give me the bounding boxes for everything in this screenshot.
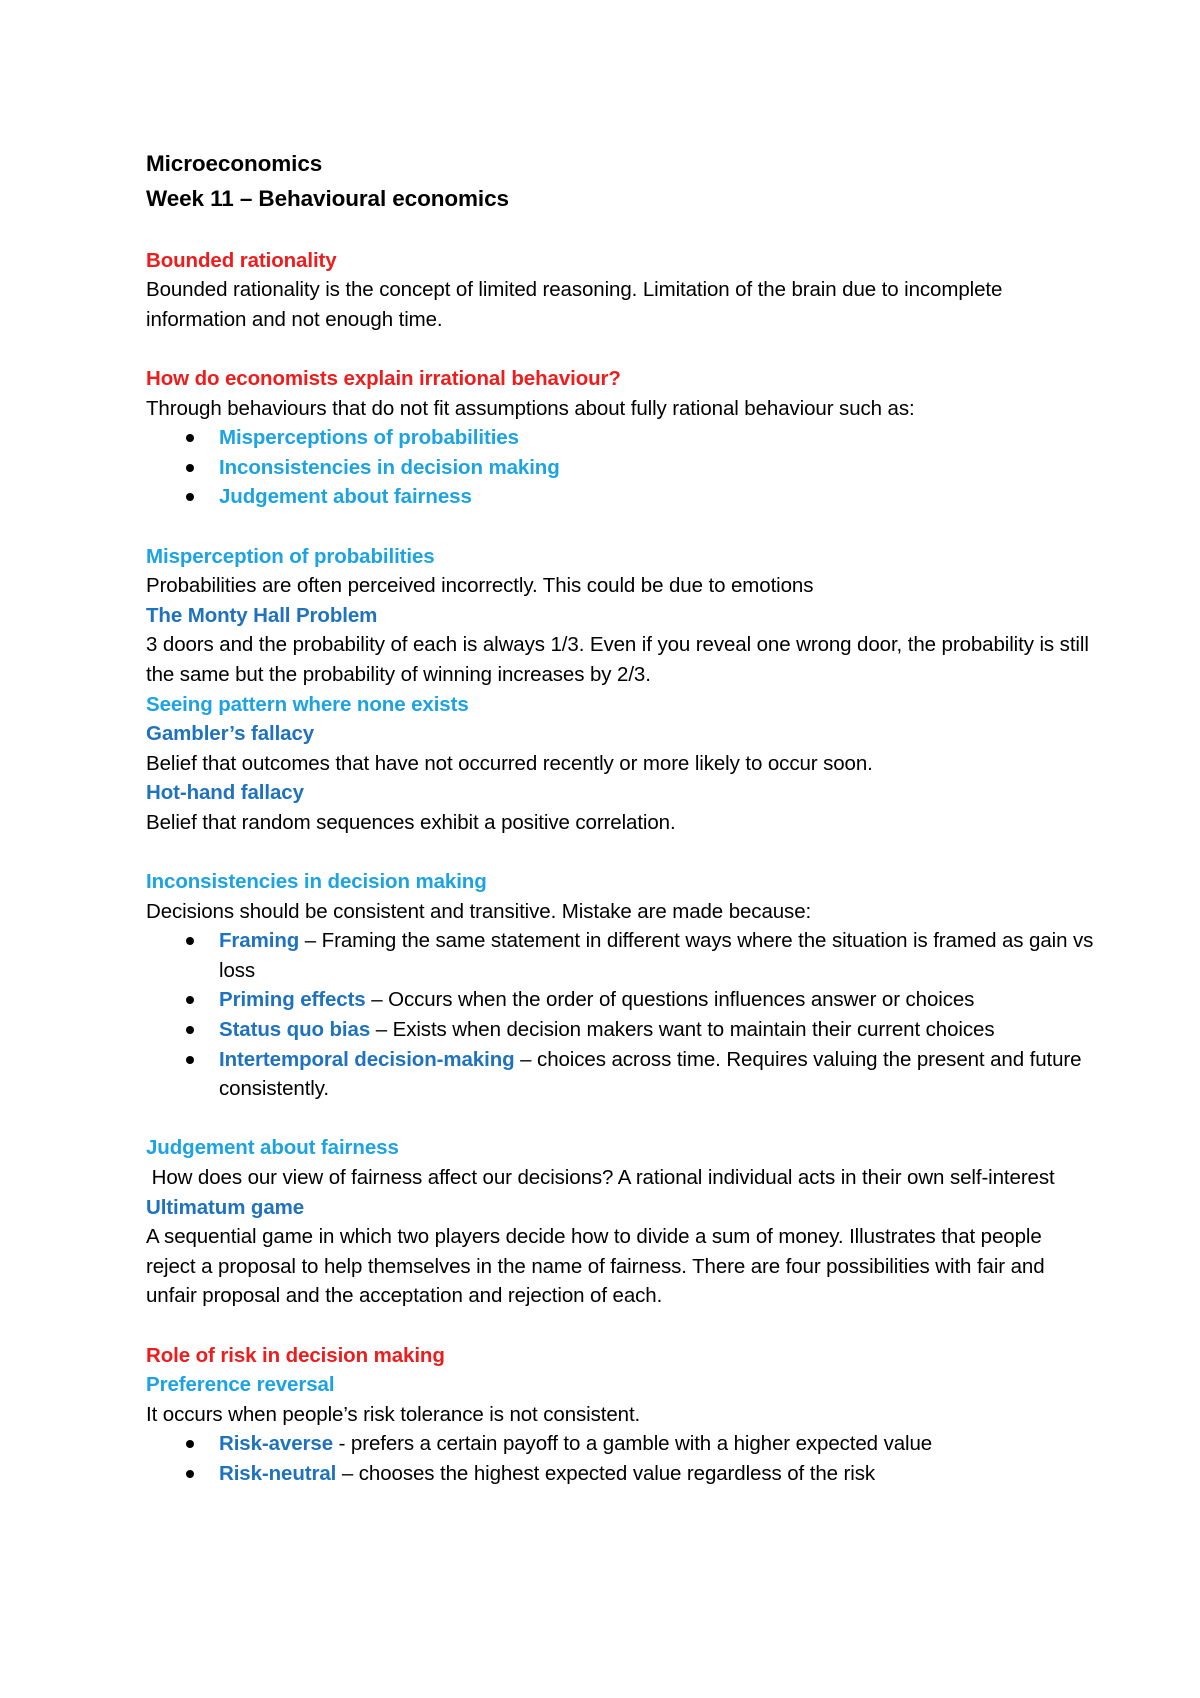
inconsistencies-list [146,926,1096,1104]
bullet-icon [186,493,194,501]
heading-misperception: Misperception of probabilities [146,544,435,568]
list-item: Inconsistencies in decision making [146,453,1096,483]
heading-irrational-behaviour: How do economists explain irrational behaviour? [146,366,621,390]
subheading-seeing-pattern: Seeing pattern where none exists [146,692,469,716]
paragraph-irrational-behaviour: Through behaviours that do not fit assumptions about fully rational behaviour such as: [146,396,915,420]
list-item: Status quo bias – Exists when decision makers want to maintain their current choices [146,1015,1096,1045]
heading-risk: Role of risk in decision making [146,1343,445,1367]
heading-fairness: Judgement about fairness [146,1136,399,1160]
paragraph-hot-hand: Belief that random sequences exhibit a positive correlation. [146,810,676,834]
list-item: Framing – Framing the same statement in different ways where the situation is framed as gain vs loss [146,926,1096,985]
paragraph-misperception: Probabilities are often perceived incorrectly. This could be due to emotions [146,574,814,598]
bullet-icon [186,1026,194,1034]
paragraph-bounded-rationality: Bounded rationality is the concept of limited reasoning. Limitation of the brain due to incomplete information and not enough time. [146,278,1003,331]
document-content [146,146,1096,1489]
risk-list [146,1429,1096,1488]
subheading-monty-hall: The Monty Hall Problem [146,603,378,627]
paragraph-monty-hall: 3 doors and the probability of each is always 1/3. Even if you reveal one wrong door, the probability is still the same but the probability of winning increases by 2/3. [146,633,1089,686]
list-item: Risk-averse - prefers a certain payoff to a gamble with a higher expected value [146,1429,1096,1459]
subheading-gamblers-fallacy: Gambler’s fallacy [146,722,315,746]
list-item: Misperceptions of probabilities [146,423,1096,453]
course-title: Microeconomics [146,151,323,176]
subheading-hot-hand: Hot-hand fallacy [146,781,304,805]
heading-bounded-rationality: Bounded rationality [146,248,337,272]
list-item: Judgement about fairness [146,482,1096,512]
paragraph-fairness: How does our view of fairness affect our decisions? A rational individual acts in their own self-interest [146,1166,1055,1189]
subheading-ultimatum-game: Ultimatum game [146,1195,305,1219]
subheading-preference-reversal: Preference reversal [146,1373,335,1397]
list-item: Intertemporal decision-making – choices across time. Requires valuing the present and future consistently. [146,1045,1096,1104]
bullet-icon [186,464,194,472]
bullet-icon [186,1056,194,1064]
paragraph-preference-reversal: It occurs when people’s risk tolerance is not consistent. [146,1402,641,1426]
heading-inconsistencies: Inconsistencies in decision making [146,870,487,894]
week-title: Week 11 – Behavioural economics [146,186,509,211]
bullet-icon [186,937,194,945]
list-item: Priming effects – Occurs when the order of questions influences answer or choices [146,985,1096,1015]
irrational-behaviour-list [146,423,1096,512]
bullet-icon [186,996,194,1004]
paragraph-inconsistencies: Decisions should be consistent and transitive. Mistake are made because: [146,899,812,923]
paragraph-ultimatum-game: A sequential game in which two players decide how to divide a sum of money. Illustrates that people reject a proposal to help themselves in the name of fairness. There are four possibilities with fair and unfair proposal and the acceptation and rejection of each. [146,1225,1045,1308]
list-item: Risk-neutral – chooses the highest expected value regardless of the risk [146,1459,1096,1489]
bullet-icon [186,434,194,442]
bullet-icon [186,1470,194,1478]
paragraph-gamblers-fallacy: Belief that outcomes that have not occurred recently or more likely to occur soon. [146,751,873,775]
bullet-icon [186,1440,194,1448]
